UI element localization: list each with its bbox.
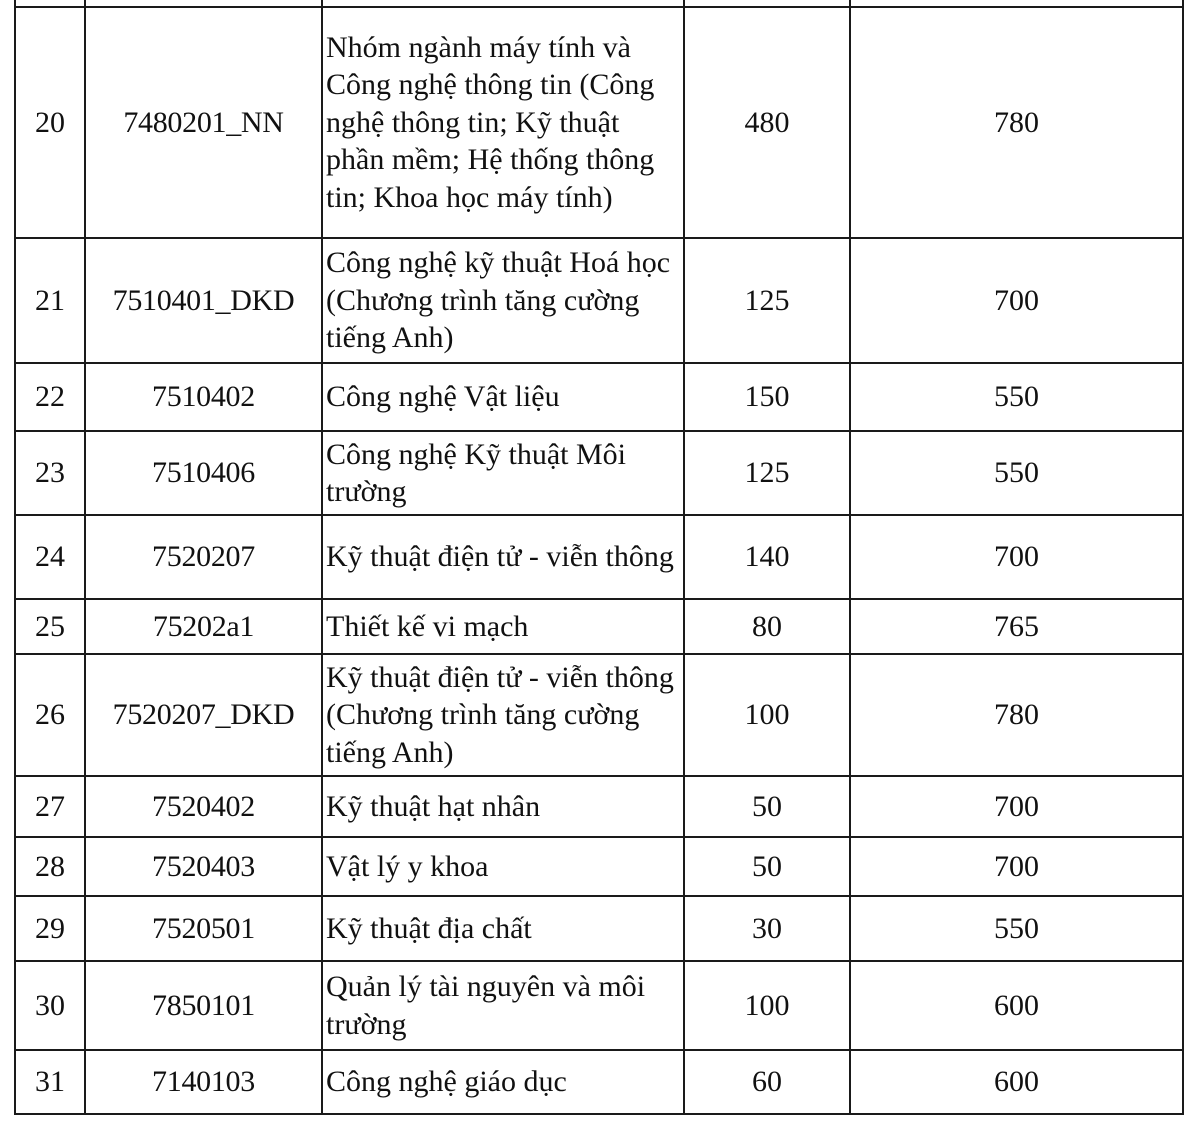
program-code-cell: 7520402: [85, 776, 322, 837]
quota-cell: 50: [684, 776, 850, 837]
table-row: [15, 837, 1183, 896]
score-cell: 765: [850, 599, 1183, 654]
program-name-cell: Kỹ thuật điện tử - viễn thông: [322, 515, 684, 599]
score-cell: 780: [850, 654, 1183, 776]
stt-cell: 26: [15, 654, 85, 776]
stt-cell: 29: [15, 896, 85, 961]
program-code-cell: 7510406: [85, 431, 322, 515]
table-row: [15, 431, 1183, 515]
program-code-cell: 7510402: [85, 363, 322, 431]
stt-cell: 25: [15, 599, 85, 654]
quota-cell: 30: [684, 896, 850, 961]
table-row: [15, 0, 1183, 7]
program-name-cell: Công nghệ kỹ thuật Hoá học (Chương trình tăng cường tiếng Anh): [322, 238, 684, 363]
program-name-cell: Kỹ thuật hạt nhân: [322, 776, 684, 837]
program-code-cell: 7850101: [85, 961, 322, 1050]
stt-cell: 20: [15, 7, 85, 238]
program-name-cell: Công nghệ giáo dục: [322, 1050, 684, 1114]
score-cell: 700: [850, 515, 1183, 599]
program-name-cell: Vật lý y khoa: [322, 837, 684, 896]
score-cell: 550: [850, 363, 1183, 431]
score-cell: 780: [850, 7, 1183, 238]
table-row: [15, 238, 1183, 363]
admission-quota-table: [14, 0, 1184, 1115]
table-row: [15, 363, 1183, 431]
program-code-cell: 7520501: [85, 896, 322, 961]
stt-cell: 23: [15, 431, 85, 515]
quota-cell: 125: [684, 238, 850, 363]
quota-cell: 50: [684, 837, 850, 896]
score-cell: 700: [850, 837, 1183, 896]
quota-cell: 480: [684, 7, 850, 238]
score-cell: 600: [850, 1050, 1183, 1114]
program-code-cell: 7520207: [85, 515, 322, 599]
quota-cell: 60: [684, 1050, 850, 1114]
program-name-cell: [322, 0, 684, 7]
score-cell: 700: [850, 238, 1183, 363]
score-cell: [850, 0, 1183, 7]
program-code-cell: 7520207_DKD: [85, 654, 322, 776]
program-code-cell: 7480201_NN: [85, 7, 322, 238]
stt-cell: 30: [15, 961, 85, 1050]
stt-cell: 31: [15, 1050, 85, 1114]
table-row: [15, 599, 1183, 654]
program-name-cell: Công nghệ Vật liệu: [322, 363, 684, 431]
program-name-cell: Kỹ thuật điện tử - viễn thông (Chương trình tăng cường tiếng Anh): [322, 654, 684, 776]
table-row: [15, 7, 1183, 238]
quota-cell: 125: [684, 431, 850, 515]
quota-cell: 100: [684, 654, 850, 776]
score-cell: 700: [850, 776, 1183, 837]
score-cell: 600: [850, 961, 1183, 1050]
program-code-cell: 7510401_DKD: [85, 238, 322, 363]
program-code-cell: 75202a1: [85, 599, 322, 654]
program-name-cell: Thiết kế vi mạch: [322, 599, 684, 654]
program-name-cell: Công nghệ Kỹ thuật Môi trường: [322, 431, 684, 515]
stt-cell: 24: [15, 515, 85, 599]
stt-cell: 22: [15, 363, 85, 431]
stt-cell: 27: [15, 776, 85, 837]
table-row: [15, 654, 1183, 776]
table-row: [15, 896, 1183, 961]
quota-cell: 100: [684, 961, 850, 1050]
quota-cell: 150: [684, 363, 850, 431]
table-row: [15, 961, 1183, 1050]
program-name-cell: Nhóm ngành máy tính và Công nghệ thông tin (Công nghệ thông tin; Kỹ thuật phần mềm; Hệ thống thông tin; Khoa học máy tính): [322, 7, 684, 238]
stt-cell: [15, 0, 85, 7]
stt-cell: 21: [15, 238, 85, 363]
stt-cell: 28: [15, 837, 85, 896]
program-code-cell: [85, 0, 322, 7]
quota-cell: 140: [684, 515, 850, 599]
quota-cell: 80: [684, 599, 850, 654]
table-row: [15, 515, 1183, 599]
table-row: [15, 776, 1183, 837]
program-name-cell: Kỹ thuật địa chất: [322, 896, 684, 961]
program-code-cell: 7520403: [85, 837, 322, 896]
score-cell: 550: [850, 431, 1183, 515]
quota-cell: [684, 0, 850, 7]
program-code-cell: 7140103: [85, 1050, 322, 1114]
score-cell: 550: [850, 896, 1183, 961]
table-row: [15, 1050, 1183, 1114]
program-name-cell: Quản lý tài nguyên và môi trường: [322, 961, 684, 1050]
